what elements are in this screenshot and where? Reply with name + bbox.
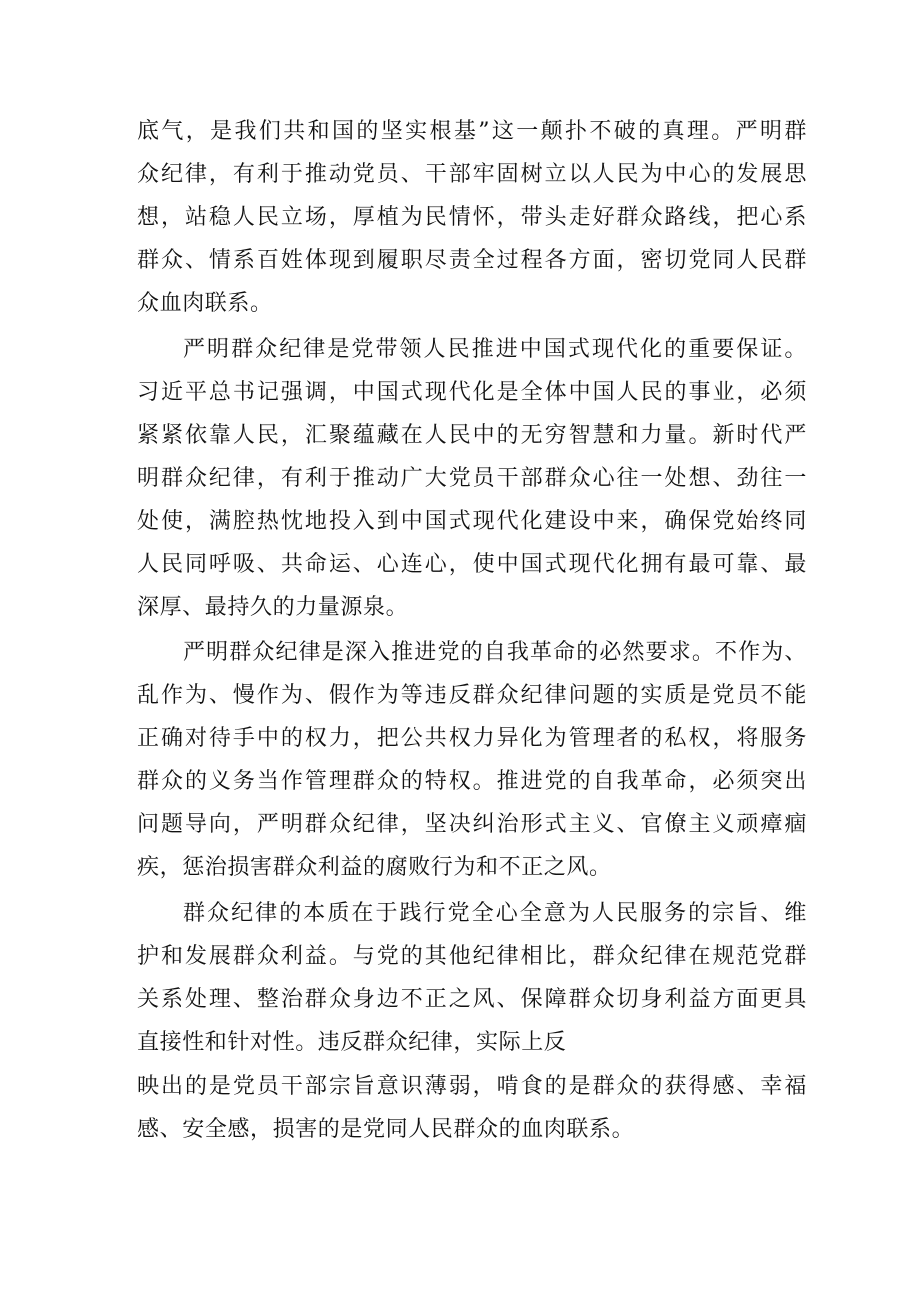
paragraph-first-line: 群众纪律的本质在于践行党全心全意为人民服务的宗旨、维 bbox=[183, 901, 807, 926]
text-line: 问题导向，严明群众纪律，坚决纠治形式主义、官僚主义顽瘴痼 bbox=[137, 812, 807, 837]
text-line: 紧紧依靠人民，汇聚蕴藏在人民中的无穷智慧和力量。新时代严 bbox=[137, 423, 807, 448]
text-line: 明群众纪律，有利于推动广大党员干部群众心往一处想、劲往一 bbox=[137, 466, 807, 491]
paragraph-first-line: 严明群众纪律是党带领人民推进中国式现代化的重要保证。 bbox=[183, 337, 807, 362]
text-line: 群众的义务当作管理群众的特权。推进党的自我革命，必须突出 bbox=[137, 769, 807, 794]
text-line: 人民同呼吸、共命运、心连心，使中国式现代化拥有最可靠、最 bbox=[137, 552, 807, 577]
text-line: 底气，是我们共和国的坚实根基”这一颠扑不破的真理。严明群 bbox=[137, 119, 807, 144]
text-line: 正确对待手中的权力，把公共权力异化为管理者的私权，将服务 bbox=[137, 726, 807, 751]
text-line: 疾，惩治损害群众利益的腐败行为和不正之风。 bbox=[137, 855, 612, 880]
text-line: 想，站稳人民立场，厚植为民情怀，带头走好群众路线，把心系 bbox=[137, 205, 807, 230]
text-line: 深厚、最持久的力量源泉。 bbox=[137, 595, 409, 620]
text-line: 群众、情系百姓体现到履职尽责全过程各方面，密切党同人民群 bbox=[137, 248, 807, 273]
text-line: 直接性和针对性。违反群众纪律，实际上反 bbox=[137, 1030, 567, 1055]
text-line: 处使，满腔热忱地投入到中国式现代化建设中来，确保党始终同 bbox=[137, 509, 807, 534]
text-line: 映出的是党员干部宗旨意识薄弱，啃食的是群众的获得感、幸福 bbox=[137, 1074, 807, 1099]
text-line: 众血肉联系。 bbox=[137, 291, 273, 316]
text-line: 感、安全感，损害的是党同人民群众的血肉联系。 bbox=[137, 1117, 635, 1142]
text-line: 乱作为、慢作为、假作为等违反群众纪律问题的实质是党员不能 bbox=[137, 683, 807, 708]
text-line: 习近平总书记强调，中国式现代化是全体中国人民的事业，必须 bbox=[137, 380, 807, 405]
text-line: 护和发展群众利益。与党的其他纪律相比，群众纪律在规范党群 bbox=[137, 944, 807, 969]
text-line: 关系处理、整治群众身边不正之风、保障群众切身利益方面更具 bbox=[137, 987, 807, 1012]
text-line: 众纪律，有利于推动党员、干部牢固树立以人民为中心的发展思 bbox=[137, 162, 807, 187]
paragraph-first-line: 严明群众纪律是深入推进党的自我革命的必然要求。不作为、 bbox=[183, 640, 807, 665]
